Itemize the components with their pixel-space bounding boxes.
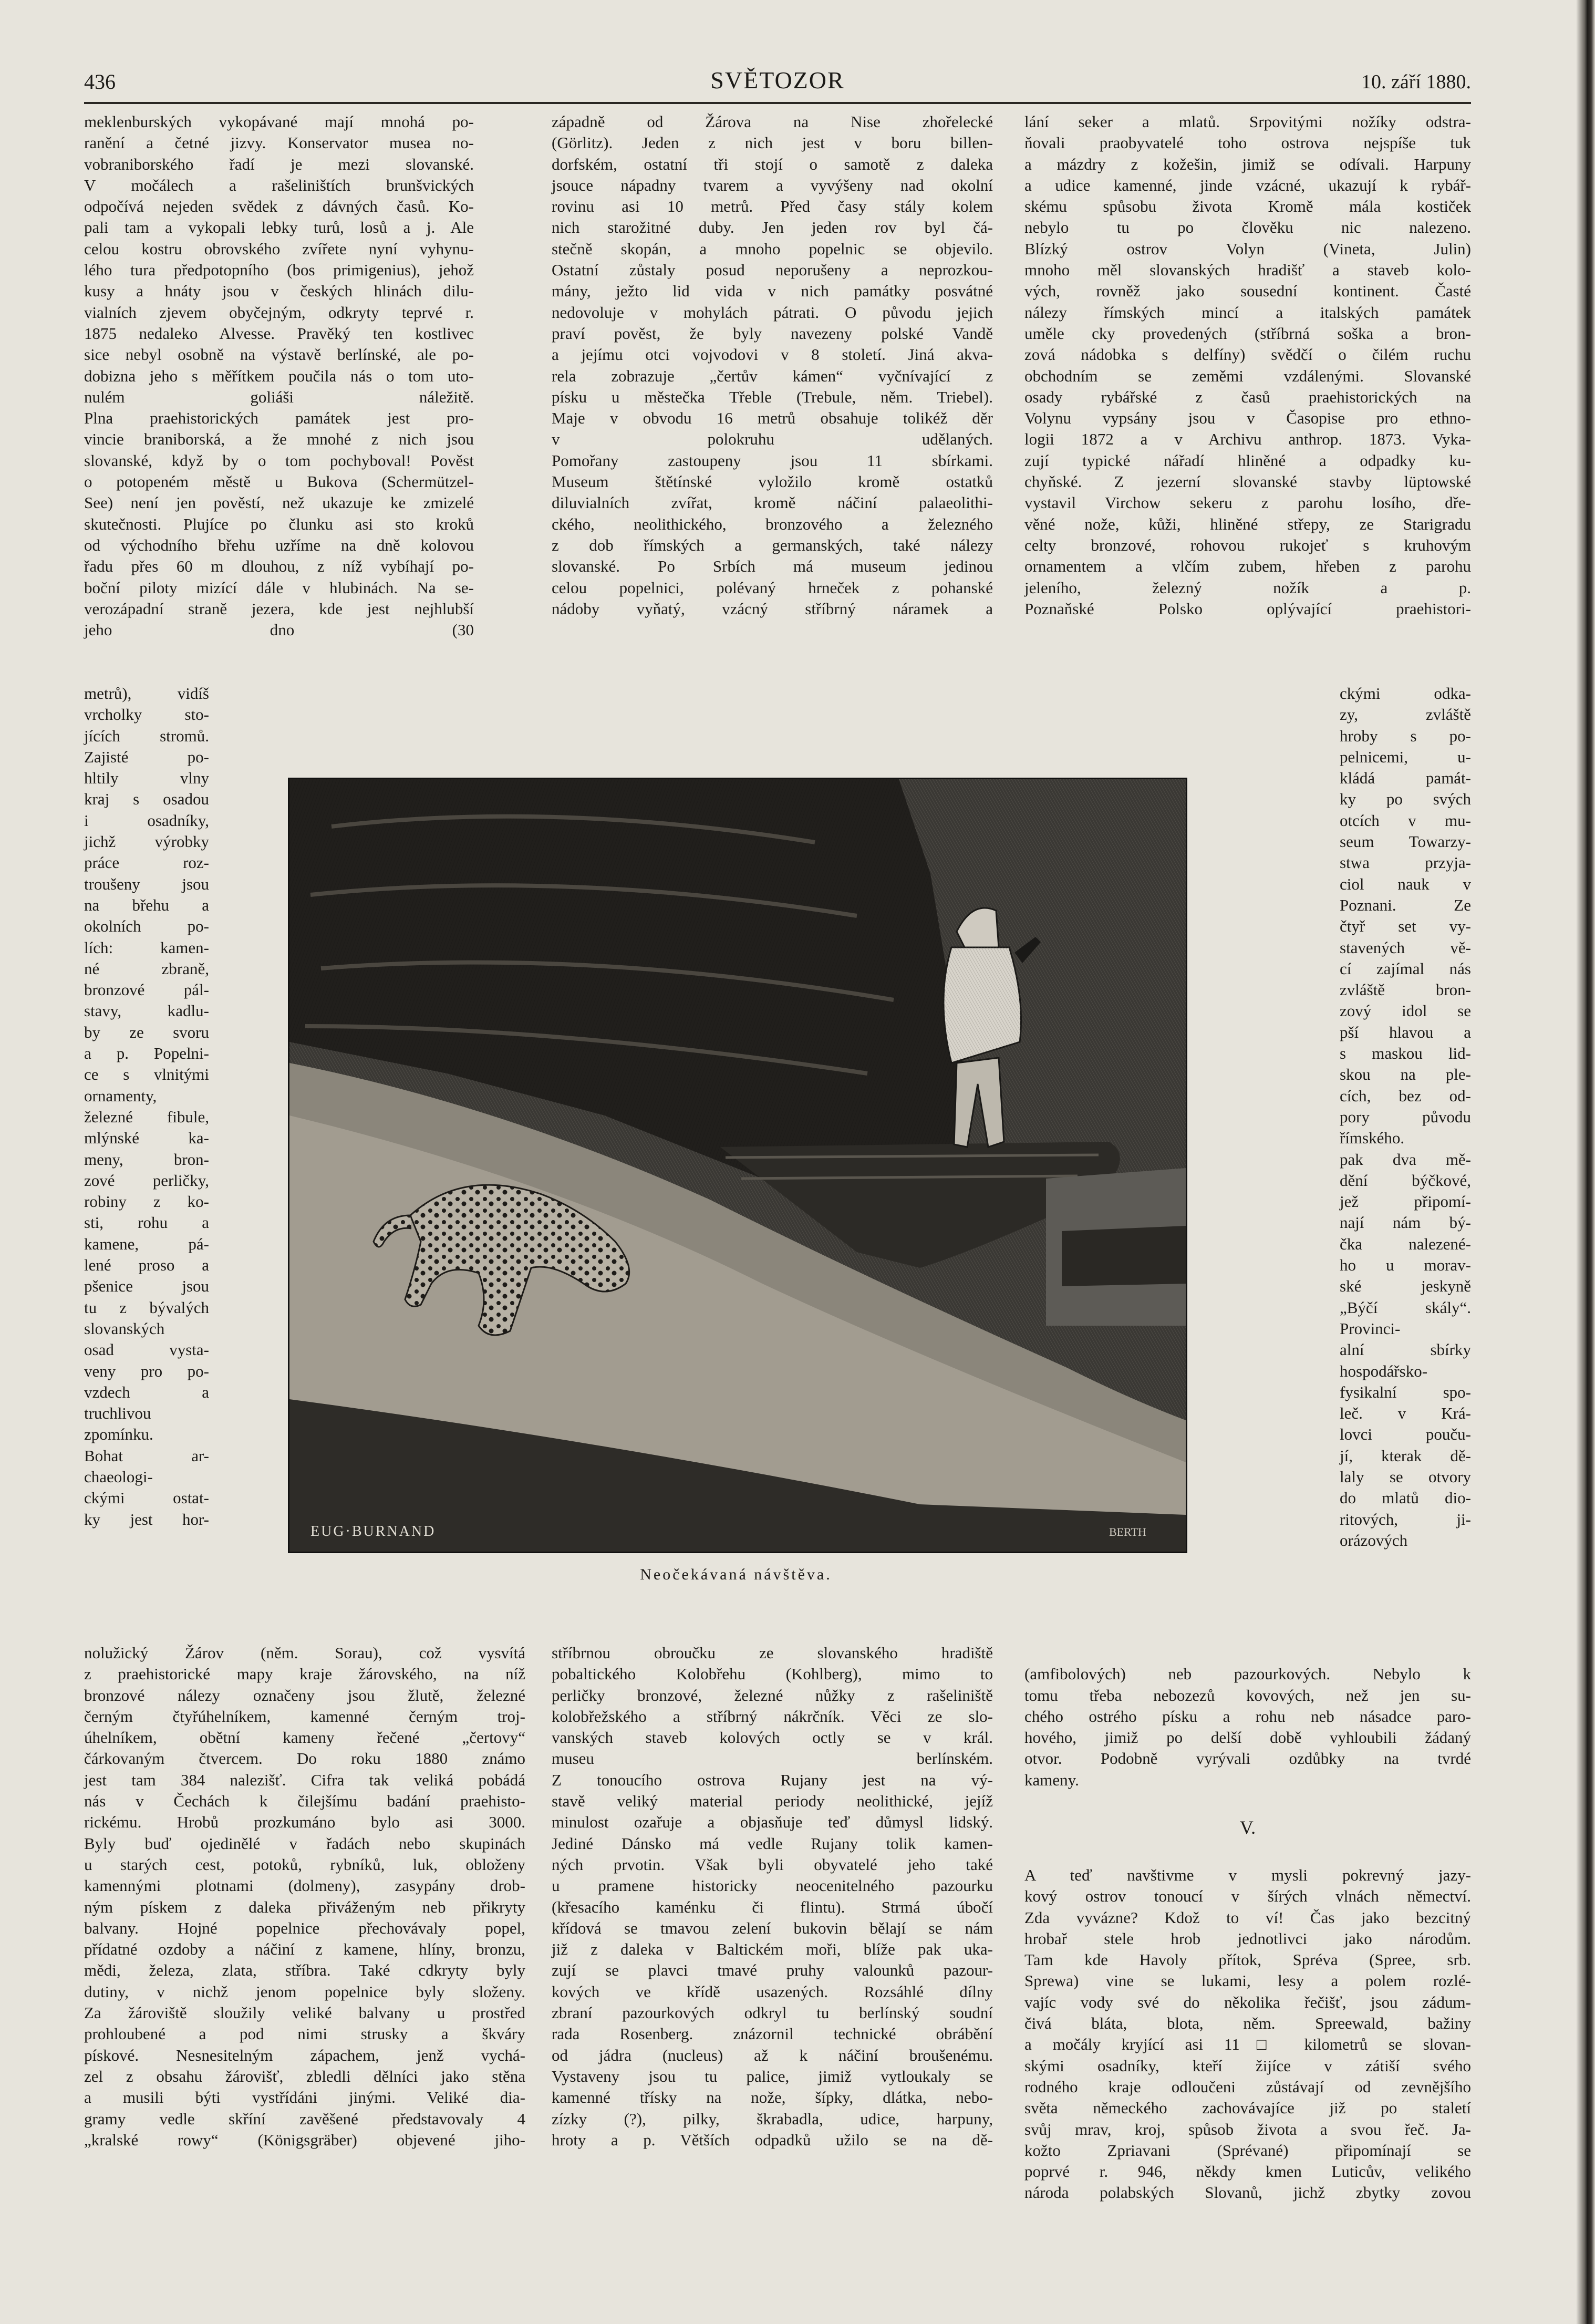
engraver-signature-right: BERTH — [1109, 1525, 1146, 1538]
figure-caption: Neočekávaná návštěva. — [640, 1566, 832, 1583]
column-left-wrap: metrů), vidíš vrcholky sto- jících stromů. Zajisté po- hltily vlny kraj s osadou i osadníky, jichž výrobky práce roz- troušeny jsou na břehu a okolních po- lích: kamen- né zbraně, bronzové pál- stavy, kadlu- by ze svoru a p. Popelni- ce s vlnitými ornamenty, železné fibule, mlýnské ka- meny, bron- zové perličky, robiny z ko- sti, rohu a kamene, pá- lené proso a pšenice jsou tu z bývalých slovanských osad vysta- veny pro po- vzdech a truchlivou zpomínku. Bohat ar- chaeologi- ckými ostat- ky jest hor- — [84, 684, 209, 1528]
column-left-top: meklenburských vykopávané mají mnohá po- ranění a četné jizvy. Konservator musea no- vobraniborského řadí je mezi slovanské. V močálech a rašeliništích brunšvických odpočívá nejeden svědek z dávných časů. Ko- pali tam a vykopali lebky turů, losů a j. Ale celou kostru obrovského zvířete nyní vyhynu- lého tura předpotopního (bos primigenius), jehož kusy a hnáty jsou v českých hlinách dilu- vialních zjevem obyčejným, odkryty teprvé r. 1875 nedaleko Alvesse. Pravěký ten kostlivec sice nebyl osobně na výstavě berlínské, ale po- dobizna jeho s měřítkem poučila nás o tom uto- nulém goliáši náležitě. Plna praehistorických památek jest pro- vincie braniborská, a že mnohé z nich jsou slovanské, když by o tom pochyboval! Pověst o potopeném městě u Bukova (Schermützel- See) není jen pověstí, než ukazuje ke zmizelé skutečnosti. Plujíce po člunku asi sto kroků od východního břehu uzříme na dně kolovou řadu přes 60 m dlouhou, z níž vybíhají po- boční piloty mizící dále v hlubinách. Na se- verozápadní straně jezera, kde jest nejhlubší jeho dno (30 — [84, 112, 474, 639]
column-right-wrap: ckými odka- zy, zvláště hroby s po- pelnicemi, u- kládá památ- ky po svých otcích v mu- seum Towarzy- stwa przyja- ciol nauk v Poznani. Ze čtyř set vy- stavených vě- cí zajímal nás zvláště bron- zový idol se pší hlavou a s maskou lid- skou na ple- cích, bez od- pory původu římského. pak dva mě- dění býčkové, jež připomí- nají nám bý- čka nalezené- ho u morav- ské jeskyně „Býčí skály“. Provinci- alní sbírky hospodářsko- fysikalní spo- leč. v Krá- lovci pouču- jí, kterak dě- laly se otvory do mlatů dio- ritových, ji- orázových — [1340, 684, 1471, 1550]
engraving-leopard-illustration — [288, 778, 1187, 1553]
far-shore-trees — [1062, 1226, 1186, 1286]
column-left-bottom: nolužický Žárov (něm. Sorau), což vysvítá z praehistorické mapy kraje žárovského, na níž bronzové nálezy označeny jsou žlutě, železné černým čtyřúhelníkem, kamenné černým troj- úhelníkem, obětní kameny řečené „čertovy“ čárkovaným čtvercem. Do roku 1880 známo jest tam 384 nalezišť. Cifra tak veliká pobádá nás v Čechách k čilejšímu badání praehisto- rickému. Hrobů prozkumáno bylo asi 3000. Byly buď ojedinělé v řadách nebo skupinách u starých cest, potoků, rybníků, luk, obloženy kamennými plotnami (dolmeny), zasypány drob- ným pískem z daleka přiváženým neb přikryty balvany. Hojné popelnice přechovávaly popel, přídatné ozdoby a náčiní z kamene, hlíny, bronzu, mědi, železa, zlata, stříbra. Také cdkryty byly dutiny, v nichž jenom popelnice byly složeny. Za žároviště sloužily veliké balvany u prostřed prohloubené a pod nimi strusky a škváry pískové. Nesnesitelným zápachem, jenž vychá- zel z obsahu žárovišť, zbledli dělníci jako stěna a musili býti vystřídáni jinými. Veliké dia- gramy vedle skříní zavěšené představovaly 4 „kralské rowy“ (Königsgräber) objevené jiho- — [84, 1644, 525, 2149]
paragraph-amphibolite: (amfibolových) neb pazourkových. Nebylo k tomu třeba nebozezů kovových, než jen su- chého ostrého písku a rohu neb násadce paro- hového, jimiž po delší době vyhloubili žádaný otvor. Podobně vyrývali ozdůbky na tvrdé kameny. — [1024, 1665, 1471, 1789]
page-number: 436 — [84, 70, 116, 94]
issue-date: 10. září 1880. — [1361, 71, 1471, 93]
column-middle-bottom: stříbrnou obroučku ze slovanského hradiště pobaltického Kolobřehu (Kohlberg), mimo to perličky bronzové, železné nůžky z rašeliniště kolobřežského a stříbrný nákrčník. Věci ze slo- vanských staveb kolových octly se v král. museu berlínském. Z tonoucího ostrova Rujany jest na vý- stavě veliký material periody neolithické, jejíž minulost ozařuje a objasňuje teď důmysl lidský. Jediné Dánsko má vedle Rujany tolik kamen- ných prvotin. Však byli obyvatelé jeho také u pramene historicky neocenitelného pazourku (křesacího kaménku či flintu). Strmá úbočí křídová se tmavou zelení bukovin bělají se nám již z daleka v Baltickém moři, blíže pak uka- zují se plavci tmavé pruhy valounků pazour- kových ve křídě usazených. Rozsáhlé dílny zbraní pazourkových odkryl tu berlínský soudní rada Rosenberg. znázornil technické obrábění od jádra (nucleus) až k náčiní broušenému. Vystaveny jsou tu palice, jimiž vytloukaly se kamenné třísky na nože, šípky, dlátka, nebo- zízky (?), pilky, škrabadla, udice, harpuny, hroty a p. Větších odpadků užilo se na dě- — [552, 1644, 993, 2149]
column-right-top: lání seker a mlatů. Srpovitými nožíky odstra- ňovali praobyvatelé toho ostrova nejspíše tuk a mázdry z kožešin, jimiž se odívali. Harpuny a udice kamenné, jinde vzácné, ukazují k rybář- skému spůsobu života Kromě mála kostiček nebylo tu po člověku nic nalezeno. Blízký ostrov Volyn (Vineta, Julin) mnoho měl slovanských hradišť a staveb kolo- vých, rovněž jako sousední kontinent. Časté nálezy římských mincí a italských památek uměle cky provedených (stříbrná soška a bron- zová nádobka s delfíny) svědčí o čilém ruchu obchodním se zeměmi vzdálenými. Slovanské osady rybářské z časů praehistorických na Volynu vypsány jsou v Časopise pro ethno- logii 1872 a v Archivu anthrop. 1873. Vyka- zují typické nářadí hliněné a odpadky ku- chyňské. Z jezerní slovanské stavby lüptowské vystavil Virchow sekeru z parohu losího, dře- věné nože, kůži, hliněné střepy, ze Starigradu celty bronzové, rohovou rukojeť s kruhovým ornamentem a vlčím zubem, hřeben z parohu jeleního, železný nožík a p. Poznaňské Polsko oplývající praehistori- — [1024, 112, 1471, 618]
engraver-signature-left: EUG·BURNAND — [310, 1523, 436, 1540]
paragraph-lusatia: A teď navštivme v mysli pokrevný jazy- kový ostrov tonoucí v šírých vlnách němectví. Zda vyvázne? Kdož to ví! Čas jako bezcitný hrobař stele hrob jednotlivci jako národům. Tam kde Havoly přítok, Spréva (Spree, srb. Sprewa) vine se lukami, lesy a polem rozlé- vajíc vody své do několika řečišť, jsou zádum- čivá bláta, blota, něm. Spreewald, bažiny a močály kryjící asi 11□ kilometrů se slovan- skými osadníky, kteří žijíce v zátiší svého rodného kraje odloučeni zůstávají od zevnějšího světa německého zachovávajíce již po staletí svůj mrav, kroj, spůsob života a svou řeč. Ja- kožto Zpriavani (Sprévané) připomínají se poprvé r. 946, někdy kmen Luticův, velikého národa polabských Slovanů, jichž zbytky zovou — [1024, 1865, 1471, 2202]
page-header — [84, 66, 1471, 103]
engraving-artwork — [289, 779, 1186, 1552]
section-numeral: V. — [1239, 1817, 1256, 1838]
column-middle-top: západně od Žárova na Nise zhořelecké (Görlitz). Jeden z nich jest v boru billen- dorfském, ostatní tři stojí o samotě z daleka jsouce nápadny tvarem a vyvýšeny nad okolní rovinu asi 10 metrů. Před časy stály kolem nich starožitné duby. Jen jeden rov byl čá- stečně skopán, a mnoho popelnic se objevilo. Ostatní zůstaly posud neporušeny a neprozkou- mány, ježto lid vida v nich památky posvátné nedovoluje v mohylách pátrati. O původu jejich praví pověst, že byly navezeny polské Vandě a jejímu otci vojvodovi v 8 století. Jiná akva- rela zobrazuje „čertův kámen“ vyčnívající z písku u městečka Třeble (Trebule, něm. Triebel). Maje v obvodu 16 metrů obsahuje tolikéž děr v polokruhu udělaných. Pomořany zastoupeny jsou 11 sbírkami. Museum štětínské vyložilo kromě ostatků diluvialních zvířat, kromě náčiní palaeolithi- ckého, neolithického, bronzového a železného z dob římských a germanských, také nálezy slovanské. Po Srbích má museum jedinou celou popelnici, polévaný hrneček z pohanské nádoby vyňatý, vzácný stříbrný náramek a — [552, 112, 993, 618]
journal-title: SVĚTOZOR — [710, 67, 845, 94]
column-right-bottom — [1024, 1643, 1471, 2225]
binding-edge — [1576, 0, 1595, 2324]
header-rule — [84, 102, 1471, 104]
